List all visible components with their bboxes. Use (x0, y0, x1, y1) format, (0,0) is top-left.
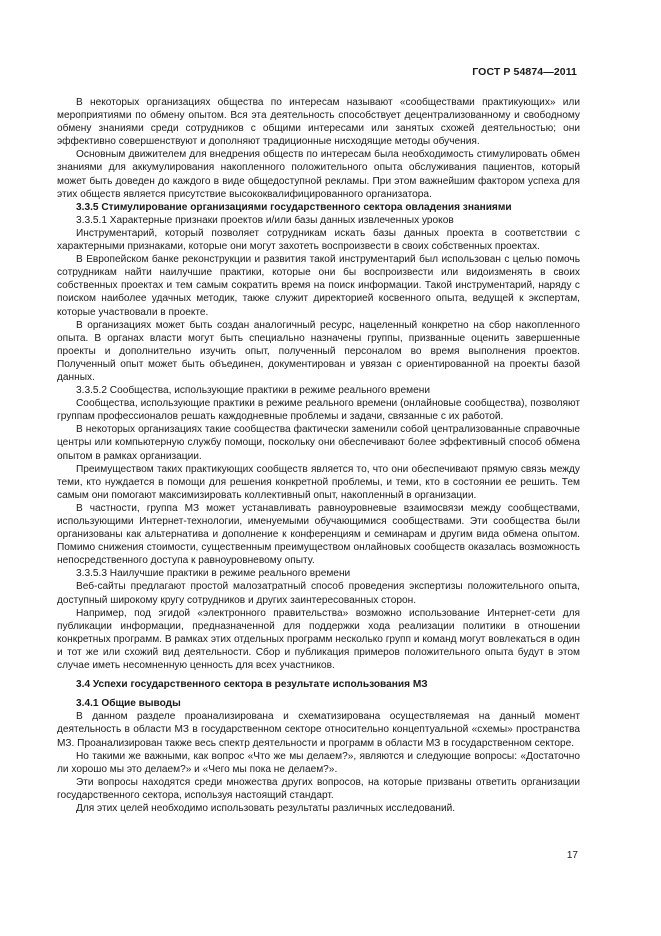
paragraph: В Европейском банке реконструкции и развития такой инструментарий был использован с целью помочь сотрудникам найти наилучшие практики, которые они бы воспроизвести или видоизменять в своих собственных проектах и тем самым сократить время на поиск информации. Такой инструментарий, наряду с поиском наиболее удачных методик, также служит директорией косвенного опыта, ведущей к экспертам, которые участвовали в проекте. (57, 254, 580, 318)
document-body (57, 96, 580, 815)
paragraph: Веб-сайты предлагают простой малозатратный способ проведения экспертизы положительного опыта, доступный широкому кругу сотрудников и других заинтересованных сторон. (57, 581, 580, 606)
subsection-heading-3-3-5-3: 3.3.5.3 Наилучшие практики в режиме реального времени (76, 568, 351, 580)
paragraph: В некоторых организациях такие сообщества фактически заменили собой централизованные справочные центры или компьютерную службу помощи, поскольку они обеспечивают более эффективный способ обмена опытом в рамках организации. (57, 424, 580, 462)
paragraph: Преимуществом таких практикующих сообществ является то, что они обеспечивают прямую связь между теми, кто нуждается в помощи для решения конкретной проблемы, и теми, кто в состоянии ее решить. Тем самым они помогают максимизировать коллективный опыт, накопленный в организации. (57, 463, 580, 501)
paragraph: Но такими же важными, как вопрос «Что же мы делаем?», являются и следующие вопросы: «Достаточно ли хорошо мы это делаем?» и «Чего мы пока не делаем?». (57, 750, 580, 775)
paragraph: Эти вопросы находятся среди множества других вопросов, на которые призваны ответить организации государственного сектора, используя настоящий стандарт. (57, 776, 580, 801)
paragraph: В организациях может быть создан аналогичный ресурс, нацеленный конкретно на сбор накопленного опыта. В органах власти могут быть специально назначены группы, призванные оценить завершенные проекты и дополнительно изучить опыт, полученный персоналом во время выполнения проектов. Полученный опыт может быть объединен, документирован и увязан с ориентированной на проекты базой данных. (57, 319, 580, 383)
paragraph: Например, под эгидой «электронного правительства» возможно использование Интернет-сети для публикации информации, предназначенной для поддержки хода реализации политики в отношении конкретных программ. В рамках этих отдельных программ несколько групп и команд могут вовлекаться в один и тот же или схожий вид деятельности. Сбор и публикация примеров положительного опыта будут в этом случае иметь несомненную ценность для всех участников. (57, 607, 580, 672)
paragraph: В некоторых организациях общества по интересам называют «сообществами практикующих» или мероприятиями по обмену опытом. Вся эта деятельность способствует децентрализованному и свободному обмену знаниями среди сотрудников с общими интересами или занятых схожей деятельностью; они эффективно совершенствуют и дополняют традиционные нисходящие методы обучения. (57, 97, 580, 148)
paragraph: В данном разделе проанализирована и схематизирована осуществляемая на данный момент деятельность в области МЗ в государственном секторе относительно концептуальной «схемы» пространства МЗ. Проанализирован также весь спектр деятельности и программ в области МЗ в государственном секторе. (57, 711, 580, 749)
paragraph: Инструментарий, который позволяет сотрудникам искать базы данных проекта в соответствии с характерными признаками, которые они могут захотеть воспроизвести в своих собственных проектах. (57, 227, 580, 253)
paragraph: Для этих целей необходимо использовать результаты различных исследований. (76, 802, 456, 814)
section-heading-3-3-5: 3.3.5 Стимулирование организациями государственного сектора овладения знаниями (76, 201, 512, 213)
standard-code-header: ГОСТ Р 54874—2011 (472, 66, 577, 78)
section-heading-3-4: 3.4 Успехи государственного сектора в результате использования МЗ (76, 679, 428, 691)
paragraph: Основным движителем для внедрения обществ по интересам была необходимость стимулировать обмен знаниями для аккумулирования накопленного положительного опыта обслуживания пациентов, который может быть доведен до каждого в виде общедоступной рекламы. При этом важнейшим фактором успеха для этих обществ является присутствие высококвалифицированного организатора. (57, 149, 580, 200)
paragraph: В частности, группа МЗ может устанавливать равноуровневые взаимосвязи между сообществами, использующими Интернет-технологии, именуемыми обучающимися сообществами. Эти сообщества были организованы как альтернатива и дополнение к конференциям и семинарам и другим вида обмена опытом. Помимо снижения стоимости, существенным преимуществом онлайновых сообществ оказалась возможность непосредственного доступа к равноуровневому опыту. (57, 502, 580, 567)
subsection-heading-3-3-5-1: 3.3.5.1 Характерные признаки проектов и/или базы данных извлеченных уроков (76, 214, 454, 226)
page-number: 17 (566, 850, 578, 861)
subsection-heading-3-3-5-2: 3.3.5.2 Сообщества, использующие практики в режиме реального времени (76, 385, 430, 397)
paragraph: Сообщества, использующие практики в режиме реального времени (онлайновые сообщества), позволяют группам профессионалов решать каждодневные проблемы и задачи, связанные с их работой. (57, 398, 580, 423)
section-heading-3-4-1: 3.4.1 Общие выводы (76, 698, 181, 710)
